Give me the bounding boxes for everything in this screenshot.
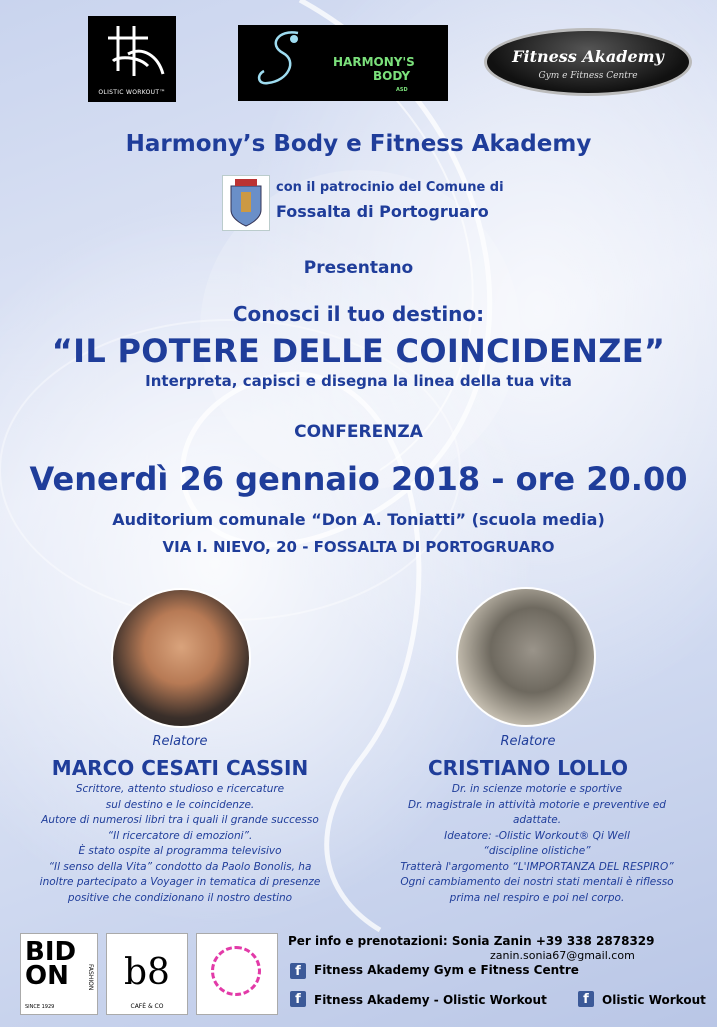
- bio-line: “Il ricercatore di emozioni”.: [107, 829, 253, 842]
- event-address: VIA I. NIEVO, 20 - FOSSALTA DI PORTOGRUARO: [162, 538, 555, 556]
- facebook-page-link[interactable]: Fitness Akademy Gym e Fitness Centre: [314, 963, 579, 977]
- contact-email[interactable]: zanin.sonia67@gmail.com: [490, 949, 635, 962]
- fitness-logo-line2: Gym e Fitness Centre: [538, 71, 638, 81]
- b8-logo-sub: CAFÈ & CO: [130, 1003, 164, 1010]
- bio-line: Ogni cambiamento dei nostri stati mentali è riflesso: [400, 876, 674, 888]
- bidon-logo-side: FASHION: [87, 964, 94, 991]
- harmony-figure-icon: [238, 25, 328, 101]
- bidon-fashion-logo: [20, 933, 98, 1015]
- harmony-logo-line3: ASD: [396, 87, 408, 93]
- b8-cafe-logo: [106, 933, 188, 1015]
- contact-info: Per info e prenotazioni: Sonia Zanin +39 338 2878329: [288, 934, 655, 948]
- speaker2-role: Relatore: [500, 734, 556, 749]
- speaker1-photo: [111, 588, 251, 728]
- bio-line: Dr. in scienze motorie e sportive: [451, 783, 623, 795]
- bio-line: Dr. magistrale in attività motorie e preventive ed: [408, 798, 666, 811]
- olistic-symbol-icon: [88, 16, 176, 86]
- speaker1-name: MARCO CESATI CASSIN: [51, 756, 309, 780]
- olistic-logo-caption: OLISTIC WORKOUT™: [98, 89, 166, 96]
- bio-line: “Il senso della Vita” condotto da Paolo Bonolis, ha: [48, 860, 312, 873]
- bio-line: sul destino e le coincidenze.: [105, 798, 255, 811]
- b8-logo-text: b8: [124, 952, 170, 993]
- organizers-heading: Harmony’s Body e Fitness Akademy: [125, 131, 592, 157]
- speaker1-bio: [0, 782, 360, 906]
- bio-line: “discipline olistiche”: [483, 845, 591, 857]
- fitness-logo-line1: Fitness Akademy: [512, 47, 664, 66]
- patronage-line2: Fossalta di Portogruaro: [276, 202, 489, 221]
- pink-circle-logo: [196, 933, 278, 1015]
- event-tagline: Interpreta, capisci e disegna la linea della tua vita: [145, 372, 572, 390]
- speaker2-name: CRISTIANO LOLLO: [428, 756, 628, 780]
- harmony-logo-line1: HARMONY'S: [333, 55, 415, 69]
- bio-line: positive che condizionano il nostro destino: [67, 891, 293, 904]
- bidon-logo-text: BID ON: [25, 937, 77, 991]
- bio-line: prima nel respiro e poi nel corpo.: [449, 891, 625, 904]
- fitness-akademy-logo: [484, 28, 692, 96]
- municipal-crest-icon: [222, 175, 270, 231]
- facebook-icon: f: [290, 991, 306, 1007]
- event-date: Venerdì 26 gennaio 2018 - ore 20.00: [29, 460, 688, 498]
- facebook-icon: f: [578, 991, 594, 1007]
- facebook-page-link[interactable]: Olistic Workout: [602, 993, 706, 1007]
- olistic-workout-logo: [88, 16, 176, 102]
- bio-line: Ideatore: -Olistic Workout® Qi Well: [444, 829, 630, 842]
- pink-circle-icon: [211, 946, 261, 996]
- bio-line: inoltre partecipato a Voyager in tematica di presenze: [39, 876, 321, 888]
- speaker1-role: Relatore: [152, 734, 208, 749]
- bio-line: È stato ospite al programma televisivo: [78, 845, 282, 857]
- speaker2-bio: [352, 782, 717, 906]
- presentano-text: Presentano: [303, 258, 414, 278]
- event-title: “IL POTERE DELLE COINCIDENZE”: [51, 332, 666, 370]
- speaker2-photo: [456, 587, 596, 727]
- bio-line: Tratterà l'argomento “L'IMPORTANZA DEL RESPIRO”: [400, 860, 674, 873]
- facebook-page-link[interactable]: Fitness Akademy - Olistic Workout: [314, 993, 547, 1007]
- event-venue: Auditorium comunale “Don A. Toniatti” (scuola media): [112, 510, 605, 529]
- bio-line: adattate.: [512, 814, 562, 826]
- harmony-logo-line2: BODY: [373, 69, 411, 83]
- facebook-icon: f: [290, 963, 306, 979]
- event-subtitle: Conosci il tuo destino:: [232, 302, 485, 326]
- patronage-line1: con il patrocinio del Comune di: [276, 180, 504, 195]
- event-type: CONFERENZA: [294, 422, 423, 442]
- bio-line: Scrittore, attento studioso e ricercature: [75, 783, 285, 795]
- harmonys-body-logo: [238, 25, 448, 101]
- bio-line: Autore di numerosi libri tra i quali il grande successo: [41, 814, 319, 826]
- bidon-logo-since: SINCE 1929: [25, 1004, 55, 1010]
